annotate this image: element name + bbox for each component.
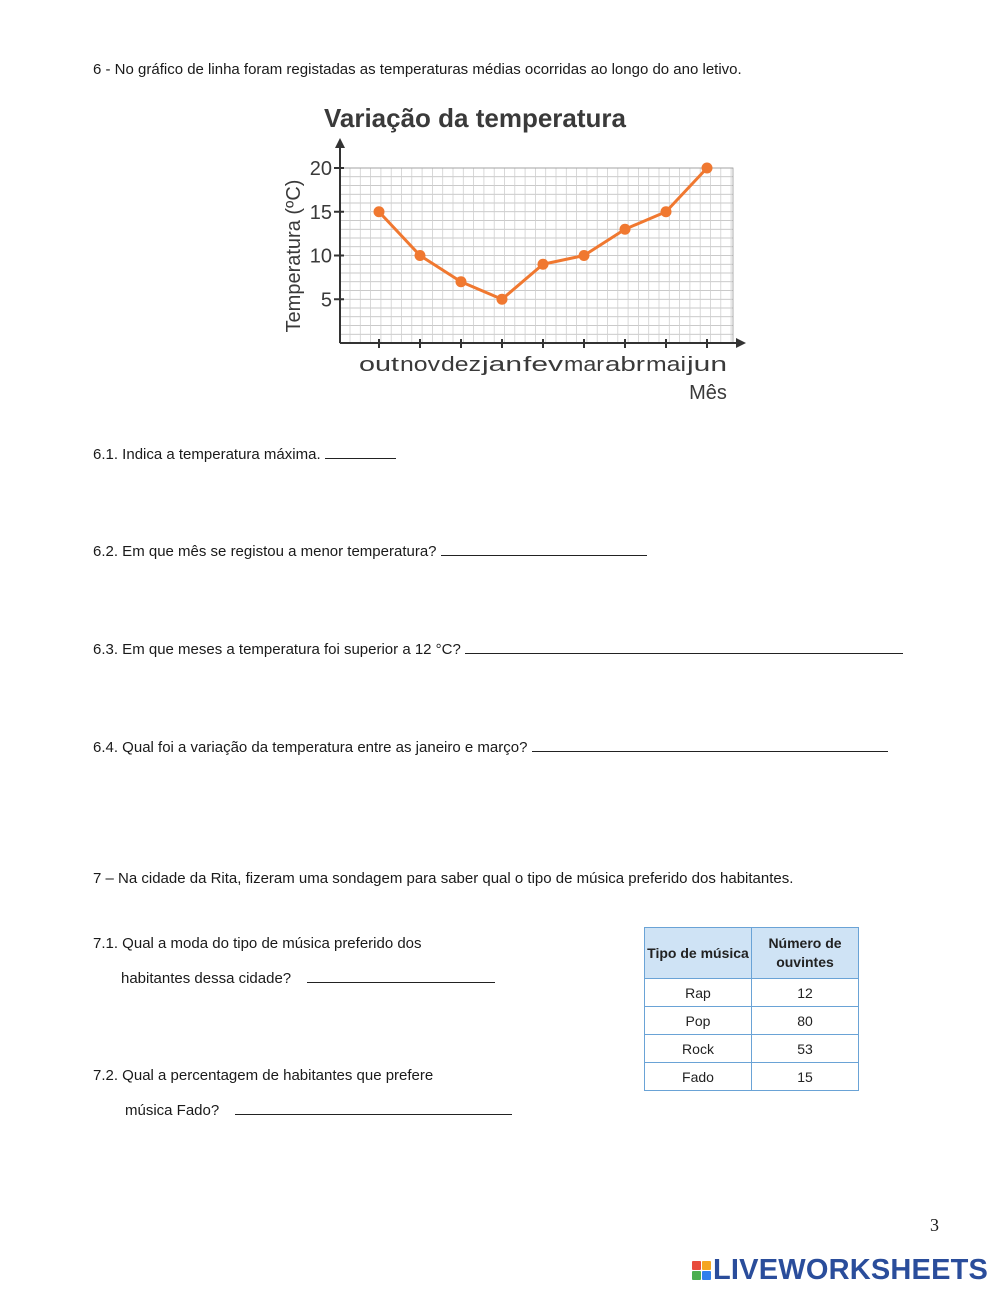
temperature-line-chart — [270, 96, 750, 408]
y-axis-label: Temperatura (ºC) — [283, 179, 305, 333]
answer-6-4-field[interactable] — [532, 737, 888, 752]
question-6-3 — [93, 639, 903, 658]
data-point — [620, 224, 631, 235]
y-axis-arrow — [335, 138, 345, 148]
table-header-music-type: Tipo de música — [645, 928, 752, 979]
table-cell-genre: Rap — [645, 979, 752, 1007]
x-tick-label: jun — [685, 354, 727, 376]
logo-text: LIVEWORKSHEETS — [713, 1253, 989, 1286]
table-cell-genre: Fado — [645, 1063, 752, 1091]
table-cell-count: 53 — [752, 1035, 859, 1063]
chart-title: Variação da temperatura — [323, 103, 627, 133]
question-6-2-text: 6.2. Em que mês se registou a menor temperatura? — [93, 543, 437, 560]
table-header-row — [645, 928, 859, 979]
x-tick-label: mai — [646, 354, 686, 376]
question-7-intro: 7 – Na cidade da Rita, fizeram uma sondagem para saber qual o tipo de música preferido dos habitantes. — [93, 870, 794, 887]
data-point — [456, 276, 467, 287]
table-cell-genre: Rock — [645, 1035, 752, 1063]
logo-square-green — [692, 1271, 701, 1280]
table-row — [645, 1063, 859, 1091]
question-6-1-text: 6.1. Indica a temperatura máxima. — [93, 446, 321, 463]
y-tick-label: 5 — [320, 289, 332, 312]
question-7-1-text: habitantes dessa cidade? — [121, 970, 292, 987]
x-axis-arrow — [736, 338, 746, 348]
table-cell-genre: Pop — [645, 1007, 752, 1035]
question-6-2 — [93, 541, 647, 560]
question-7-1-line2 — [121, 968, 495, 987]
data-point — [415, 250, 426, 261]
page-number: 3 — [930, 1215, 939, 1235]
x-tick-label: nov — [400, 354, 440, 376]
data-point — [497, 294, 508, 305]
answer-7-2-field[interactable] — [235, 1100, 512, 1115]
x-tick-label: mar — [564, 354, 605, 376]
question-7-2-line2 — [125, 1100, 512, 1119]
question-6-4-text: 6.4. Qual foi a variação da temperatura entre as janeiro e março? — [93, 739, 528, 756]
x-tick-label: dez — [441, 354, 481, 376]
question-6-intro: 6 - No gráfico de linha foram registadas as temperaturas médias ocorridas ao longo do ano letivo. — [93, 61, 742, 78]
data-point — [702, 163, 713, 174]
liveworksheets-logo — [692, 1255, 988, 1285]
answer-6-3-field[interactable] — [465, 639, 903, 654]
series-line — [379, 168, 707, 299]
question-6-1 — [93, 444, 396, 463]
y-tick-label: 15 — [309, 201, 332, 224]
answer-6-2-field[interactable] — [441, 541, 647, 556]
table-header-listeners: Número de ouvintes — [752, 928, 859, 979]
data-point — [579, 250, 590, 261]
data-point — [374, 206, 385, 217]
data-point — [538, 259, 549, 270]
question-7-2-text: música Fado? — [125, 1102, 220, 1119]
question-6-3-text: 6.3. Em que meses a temperatura foi superior a 12 °C? — [93, 641, 461, 658]
table-row — [645, 979, 859, 1007]
question-7-1-line1: 7.1. Qual a moda do tipo de música preferido dos — [93, 935, 422, 952]
question-7-2-line1: 7.2. Qual a percentagem de habitantes que prefere — [93, 1067, 434, 1084]
logo-square-orange — [702, 1261, 711, 1270]
x-tick-label: jan — [480, 354, 522, 376]
y-tick-label: 20 — [309, 158, 332, 180]
temperature-series — [374, 163, 713, 305]
table-cell-count: 80 — [752, 1007, 859, 1035]
x-tick-label: out — [359, 354, 400, 376]
x-axis-label: Mês — [689, 382, 727, 404]
table-row — [645, 1007, 859, 1035]
logo-square-blue — [702, 1271, 711, 1280]
chart-grid — [340, 168, 733, 343]
question-6-4 — [93, 737, 888, 756]
x-tick-labels — [359, 339, 727, 376]
answer-7-1-field[interactable] — [307, 968, 495, 983]
logo-square-red — [692, 1261, 701, 1270]
x-tick-label: abr — [605, 354, 646, 376]
answer-6-1-field[interactable] — [325, 444, 396, 459]
table-cell-count: 15 — [752, 1063, 859, 1091]
table-row — [645, 1035, 859, 1063]
y-tick-labels — [310, 158, 344, 311]
y-tick-label: 10 — [309, 245, 332, 268]
music-preference-table — [644, 927, 859, 1091]
data-point — [661, 206, 672, 217]
x-tick-label: fev — [523, 354, 563, 376]
logo-mark-icon — [692, 1261, 711, 1280]
table-cell-count: 12 — [752, 979, 859, 1007]
